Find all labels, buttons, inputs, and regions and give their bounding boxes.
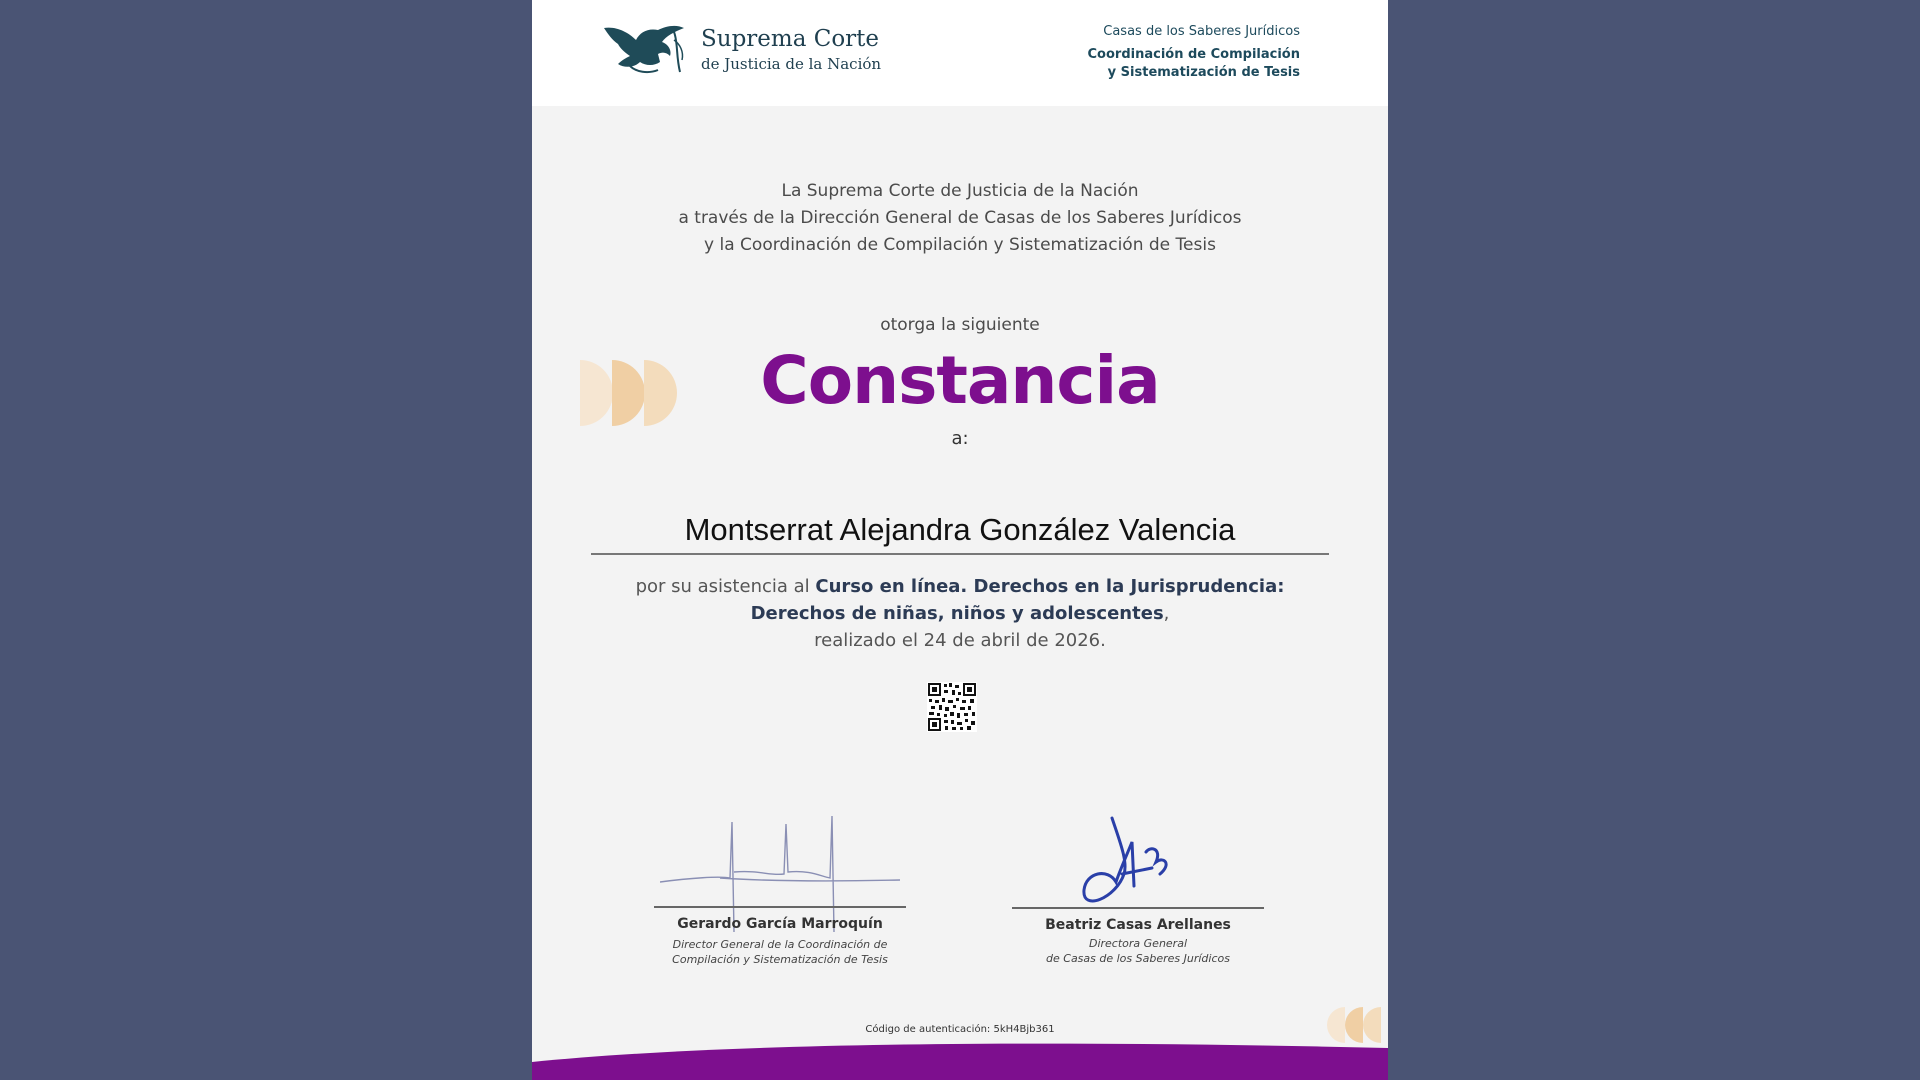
signature-right-icon: [1072, 812, 1192, 912]
intro-text: [532, 178, 1388, 259]
logo-subtitle: de Justicia de la Nación: [701, 55, 882, 73]
intro-line: La Suprema Corte de Justicia de la Nación: [781, 181, 1139, 201]
header-line-sistematizacion: y Sistematización de Tesis: [1107, 65, 1300, 80]
reason-comma: ,: [1163, 603, 1170, 624]
signer-right-role: [978, 936, 1298, 966]
reason-prefix: por su asistencia al: [635, 576, 816, 597]
signature-line-left: [654, 906, 906, 908]
certificate-header: [532, 0, 1388, 106]
logo-title: Suprema Corte: [701, 26, 880, 52]
scjn-logo: [600, 22, 882, 78]
signature-line-right: [1012, 907, 1264, 909]
a-label: a:: [951, 428, 969, 449]
intro-line: a través de la Dirección General de Casas de los Saberes Jurídicos: [678, 208, 1242, 228]
name-underline: [591, 553, 1329, 555]
reason-text: [532, 573, 1388, 654]
signer-right-name: Beatriz Casas Arellanes: [1045, 917, 1231, 933]
qr-code-icon[interactable]: [927, 682, 977, 732]
certificate-title: Constancia: [760, 342, 1160, 419]
signature-left-icon: [660, 812, 900, 932]
course-name-line2: Derechos de niñas, niños y adolescentes: [750, 603, 1164, 624]
signer-left-name: Gerardo García Marroquín: [677, 916, 883, 932]
header-line-coordinacion: Coordinación de Compilación: [1087, 47, 1300, 62]
signer-right-role-line: Directora General: [1088, 937, 1188, 950]
authentication-code: Código de autenticación: 5kH4Bjb361: [865, 1024, 1055, 1035]
header-line-casas: Casas de los Saberes Jurídicos: [1103, 24, 1300, 39]
signer-left-role: [620, 937, 940, 967]
signer-left-role-line: Compilación y Sistematización de Tesis: [672, 953, 888, 966]
recipient-name: Montserrat Alejandra González Valencia: [684, 512, 1236, 547]
decorative-semicircles-small-icon: [1327, 1007, 1381, 1043]
certificate-page: [532, 0, 1388, 1080]
signer-right-role-line: de Casas de los Saberes Jurídicos: [1046, 952, 1230, 965]
signer-left-role-line: Director General de la Coordinación de: [672, 938, 888, 951]
intro-line: y la Coordinación de Compilación y Sistematización de Tesis: [704, 235, 1216, 255]
header-institution: [1088, 23, 1300, 82]
eagle-emblem-icon: [600, 22, 692, 78]
course-name-line1: Curso en línea. Derechos en la Jurisprudencia:: [815, 576, 1285, 597]
course-date: realizado el 24 de abril de 2026.: [814, 630, 1106, 651]
footer-wave: [532, 1040, 1388, 1080]
otorga-text: otorga la siguiente: [880, 315, 1040, 335]
